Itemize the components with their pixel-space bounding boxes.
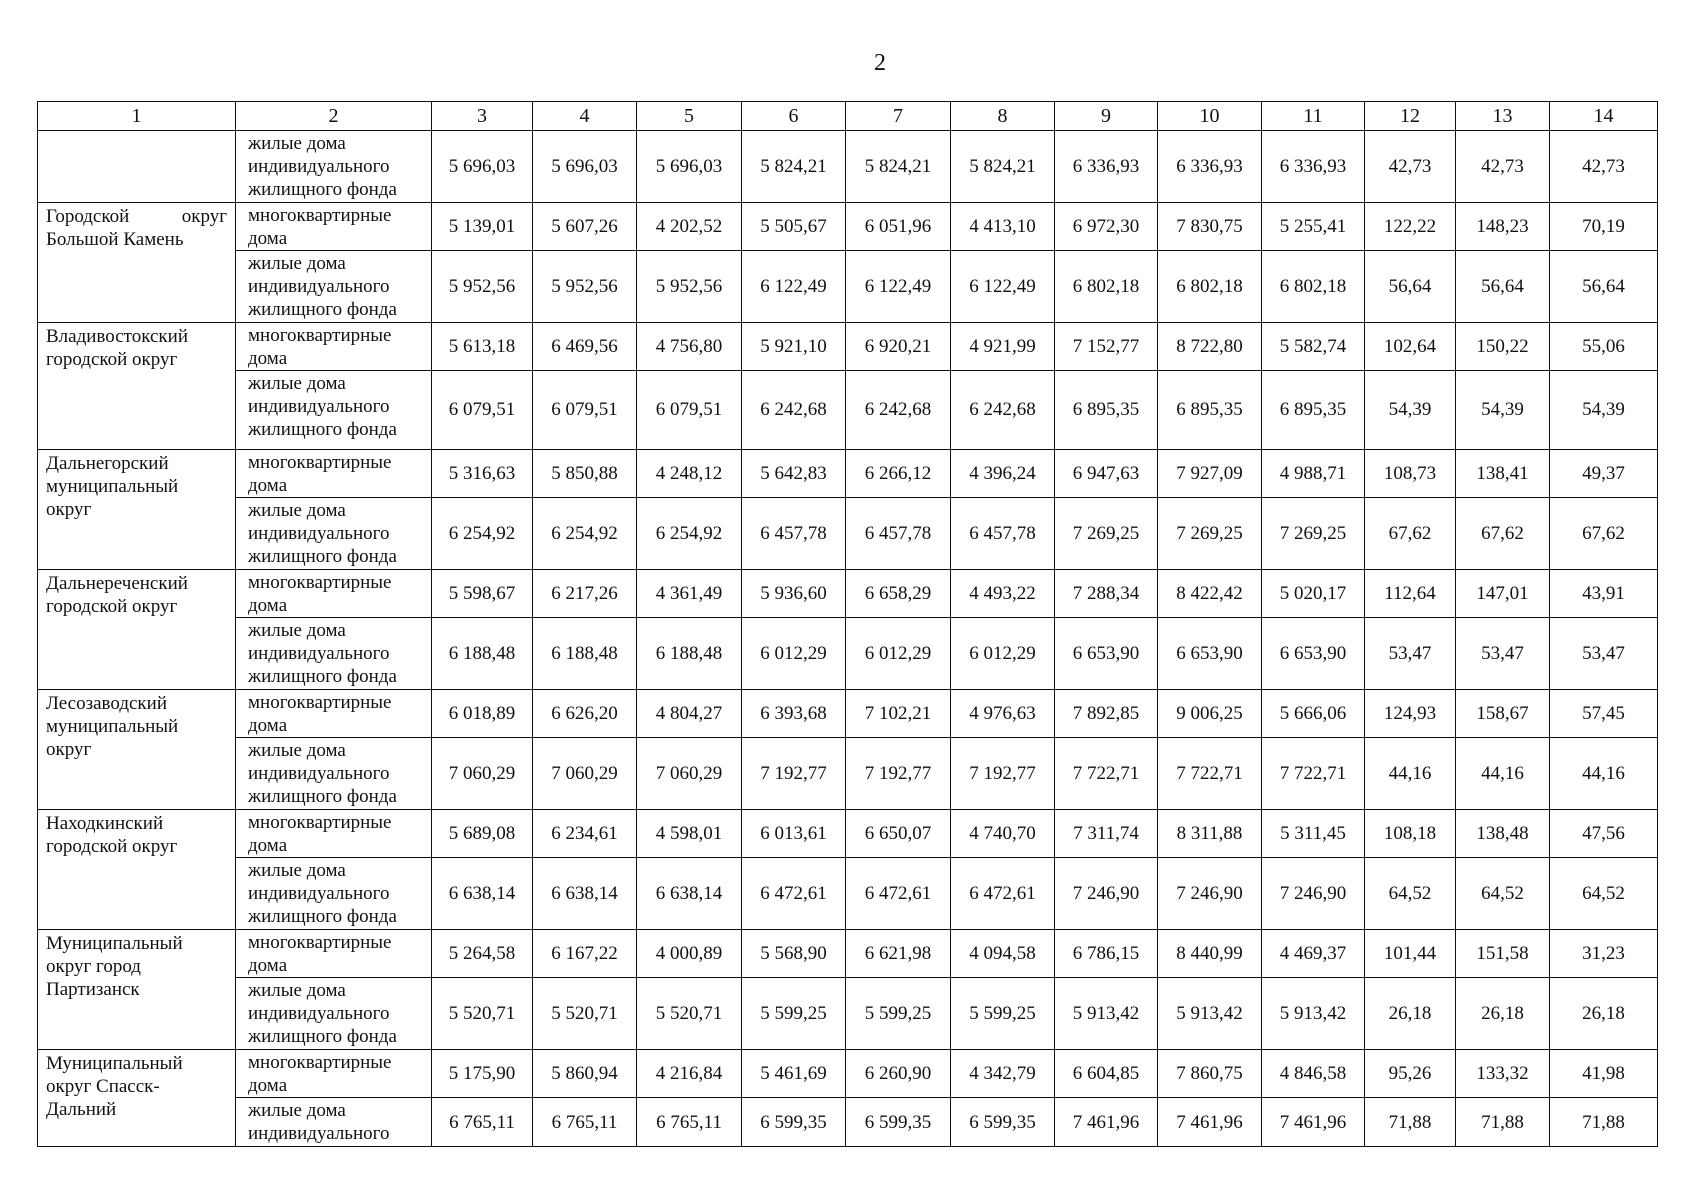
- value-cell-col7: 6 266,12: [846, 449, 951, 497]
- value-cell-col13: 71,88: [1456, 1098, 1550, 1147]
- value-cell-col8: 6 457,78: [951, 498, 1055, 570]
- value-cell-col12: 54,39: [1365, 371, 1456, 450]
- housing-type-cell: жилые дома индивидуального жилищного фонда: [236, 738, 432, 810]
- value-cell-col10: 7 461,96: [1158, 1098, 1262, 1147]
- value-cell-col10: 7 860,75: [1158, 1050, 1262, 1098]
- value-cell-col5: 6 638,14: [637, 858, 742, 930]
- value-cell-col5: 5 520,71: [637, 978, 742, 1050]
- value-cell-col12: 44,16: [1365, 738, 1456, 810]
- value-cell-col13: 138,41: [1456, 449, 1550, 497]
- value-cell-col10: 7 927,09: [1158, 449, 1262, 497]
- value-cell-col11: 6 336,93: [1262, 131, 1365, 203]
- value-cell-col6: 5 505,67: [742, 202, 846, 250]
- column-header-3: 3: [432, 102, 533, 131]
- value-cell-col6: 5 936,60: [742, 569, 846, 617]
- value-cell-col14: 26,18: [1550, 978, 1658, 1050]
- column-header-8: 8: [951, 102, 1055, 131]
- housing-type-cell: многоквартирные дома: [236, 689, 432, 737]
- value-cell-col14: 56,64: [1550, 251, 1658, 323]
- value-cell-col8: 4 094,58: [951, 929, 1055, 977]
- value-cell-col7: 6 472,61: [846, 858, 951, 930]
- value-cell-col8: 4 493,22: [951, 569, 1055, 617]
- value-cell-col5: 6 188,48: [637, 618, 742, 690]
- value-cell-col14: 67,62: [1550, 498, 1658, 570]
- value-cell-col7: 6 051,96: [846, 202, 951, 250]
- column-header-13: 13: [1456, 102, 1550, 131]
- value-cell-col6: 6 012,29: [742, 618, 846, 690]
- value-cell-col5: 4 804,27: [637, 689, 742, 737]
- table-row: [38, 569, 1658, 617]
- value-cell-col8: 6 122,49: [951, 251, 1055, 323]
- value-cell-col6: 6 122,49: [742, 251, 846, 323]
- value-cell-col11: 5 255,41: [1262, 202, 1365, 250]
- value-cell-col6: 6 472,61: [742, 858, 846, 930]
- value-cell-col8: 6 242,68: [951, 371, 1055, 450]
- value-cell-col12: 101,44: [1365, 929, 1456, 977]
- housing-type-cell: жилые дома индивидуального жилищного фонда: [236, 498, 432, 570]
- value-cell-col10: 8 722,80: [1158, 322, 1262, 370]
- value-cell-col5: 4 216,84: [637, 1050, 742, 1098]
- column-header-4: 4: [533, 102, 637, 131]
- value-cell-col11: 6 895,35: [1262, 371, 1365, 450]
- value-cell-col11: 6 802,18: [1262, 251, 1365, 323]
- housing-type-cell: многоквартирные дома: [236, 929, 432, 977]
- value-cell-col5: 4 000,89: [637, 929, 742, 977]
- tariff-table: [37, 101, 1658, 1147]
- value-cell-col13: 138,48: [1456, 809, 1550, 857]
- value-cell-col13: 151,58: [1456, 929, 1550, 977]
- value-cell-col3: 6 018,89: [432, 689, 533, 737]
- table-header: [38, 102, 1658, 131]
- value-cell-col9: 6 604,85: [1055, 1050, 1158, 1098]
- value-cell-col9: 7 269,25: [1055, 498, 1158, 570]
- region-cell: [38, 131, 236, 203]
- table-row: [38, 809, 1658, 857]
- value-cell-col9: 7 461,96: [1055, 1098, 1158, 1147]
- value-cell-col8: 4 396,24: [951, 449, 1055, 497]
- value-cell-col13: 150,22: [1456, 322, 1550, 370]
- value-cell-col10: 6 336,93: [1158, 131, 1262, 203]
- value-cell-col6: 5 461,69: [742, 1050, 846, 1098]
- value-cell-col5: 4 248,12: [637, 449, 742, 497]
- value-cell-col10: 6 895,35: [1158, 371, 1262, 450]
- table-row: [38, 449, 1658, 497]
- value-cell-col8: 6 599,35: [951, 1098, 1055, 1147]
- housing-type-cell: многоквартирные дома: [236, 809, 432, 857]
- value-cell-col12: 112,64: [1365, 569, 1456, 617]
- region-cell: Дальнереченский городской округ: [38, 569, 236, 689]
- table-row: [38, 131, 1658, 203]
- value-cell-col3: 5 264,58: [432, 929, 533, 977]
- region-cell: Лесозаводский муниципальный округ: [38, 689, 236, 809]
- value-cell-col13: 133,32: [1456, 1050, 1550, 1098]
- housing-type-cell: жилые дома индивидуального жилищного фонда: [236, 618, 432, 690]
- value-cell-col11: 7 246,90: [1262, 858, 1365, 930]
- value-cell-col14: 41,98: [1550, 1050, 1658, 1098]
- housing-type-cell: жилые дома индивидуального жилищного фонда: [236, 131, 432, 203]
- value-cell-col8: 6 012,29: [951, 618, 1055, 690]
- region-cell: Владивостокский городской округ: [38, 322, 236, 449]
- value-cell-col14: 57,45: [1550, 689, 1658, 737]
- value-cell-col4: 5 520,71: [533, 978, 637, 1050]
- value-cell-col9: 7 152,77: [1055, 322, 1158, 370]
- value-cell-col11: 7 722,71: [1262, 738, 1365, 810]
- value-cell-col3: 6 638,14: [432, 858, 533, 930]
- value-cell-col14: 55,06: [1550, 322, 1658, 370]
- value-cell-col14: 42,73: [1550, 131, 1658, 203]
- value-cell-col14: 71,88: [1550, 1098, 1658, 1147]
- value-cell-col10: 7 246,90: [1158, 858, 1262, 930]
- value-cell-col7: 6 658,29: [846, 569, 951, 617]
- value-cell-col11: 5 020,17: [1262, 569, 1365, 617]
- value-cell-col3: 5 139,01: [432, 202, 533, 250]
- value-cell-col9: 6 802,18: [1055, 251, 1158, 323]
- value-cell-col11: 4 469,37: [1262, 929, 1365, 977]
- table-row: [38, 689, 1658, 737]
- housing-type-cell: жилые дома индивидуального: [236, 1098, 432, 1147]
- value-cell-col12: 102,64: [1365, 322, 1456, 370]
- value-cell-col5: 6 254,92: [637, 498, 742, 570]
- value-cell-col5: 5 952,56: [637, 251, 742, 323]
- value-cell-col4: 6 626,20: [533, 689, 637, 737]
- value-cell-col8: 4 921,99: [951, 322, 1055, 370]
- value-cell-col5: 4 202,52: [637, 202, 742, 250]
- value-cell-col11: 5 913,42: [1262, 978, 1365, 1050]
- region-cell: Муниципальный округ город Партизанск: [38, 929, 236, 1049]
- value-cell-col6: 5 568,90: [742, 929, 846, 977]
- value-cell-col11: 5 311,45: [1262, 809, 1365, 857]
- housing-type-cell: многоквартирные дома: [236, 449, 432, 497]
- value-cell-col10: 7 269,25: [1158, 498, 1262, 570]
- value-cell-col3: 6 765,11: [432, 1098, 533, 1147]
- table-row: [38, 858, 1658, 930]
- value-cell-col3: 5 316,63: [432, 449, 533, 497]
- value-cell-col7: 6 242,68: [846, 371, 951, 450]
- table-row: [38, 1050, 1658, 1098]
- housing-type-cell: многоквартирные дома: [236, 1050, 432, 1098]
- value-cell-col10: 9 006,25: [1158, 689, 1262, 737]
- housing-type-cell: жилые дома индивидуального жилищного фонда: [236, 978, 432, 1050]
- value-cell-col4: 6 638,14: [533, 858, 637, 930]
- housing-type-cell: многоквартирные дома: [236, 569, 432, 617]
- value-cell-col14: 44,16: [1550, 738, 1658, 810]
- table-row: [38, 618, 1658, 690]
- table-row: [38, 929, 1658, 977]
- value-cell-col13: 67,62: [1456, 498, 1550, 570]
- column-header-12: 12: [1365, 102, 1456, 131]
- housing-type-cell: жилые дома индивидуального жилищного фонда: [236, 251, 432, 323]
- value-cell-col13: 54,39: [1456, 371, 1550, 450]
- value-cell-col8: 6 472,61: [951, 858, 1055, 930]
- value-cell-col6: 7 192,77: [742, 738, 846, 810]
- value-cell-col10: 8 311,88: [1158, 809, 1262, 857]
- region-cell: Городской округ Большой Камень: [38, 202, 236, 322]
- value-cell-col4: 5 850,88: [533, 449, 637, 497]
- value-cell-col11: 5 666,06: [1262, 689, 1365, 737]
- value-cell-col13: 56,64: [1456, 251, 1550, 323]
- value-cell-col5: 4 361,49: [637, 569, 742, 617]
- value-cell-col12: 71,88: [1365, 1098, 1456, 1147]
- value-cell-col4: 6 469,56: [533, 322, 637, 370]
- value-cell-col13: 53,47: [1456, 618, 1550, 690]
- value-cell-col14: 43,91: [1550, 569, 1658, 617]
- value-cell-col4: 5 696,03: [533, 131, 637, 203]
- value-cell-col4: 6 079,51: [533, 371, 637, 450]
- value-cell-col4: 6 234,61: [533, 809, 637, 857]
- value-cell-col5: 6 765,11: [637, 1098, 742, 1147]
- region-cell: Муниципальный округ Спасск-Дальний: [38, 1050, 236, 1147]
- value-cell-col9: 6 336,93: [1055, 131, 1158, 203]
- value-cell-col6: 6 242,68: [742, 371, 846, 450]
- table-row: [38, 251, 1658, 323]
- value-cell-col11: 7 461,96: [1262, 1098, 1365, 1147]
- region-cell: Находкинский городской округ: [38, 809, 236, 929]
- value-cell-col10: 6 653,90: [1158, 618, 1262, 690]
- value-cell-col12: 64,52: [1365, 858, 1456, 930]
- value-cell-col8: 4 342,79: [951, 1050, 1055, 1098]
- value-cell-col9: 5 913,42: [1055, 978, 1158, 1050]
- value-cell-col3: 6 254,92: [432, 498, 533, 570]
- value-cell-col8: 4 740,70: [951, 809, 1055, 857]
- table-row: [38, 738, 1658, 810]
- value-cell-col9: 7 288,34: [1055, 569, 1158, 617]
- value-cell-col6: 5 642,83: [742, 449, 846, 497]
- value-cell-col7: 6 650,07: [846, 809, 951, 857]
- value-cell-col3: 5 952,56: [432, 251, 533, 323]
- value-cell-col8: 4 413,10: [951, 202, 1055, 250]
- value-cell-col7: 6 621,98: [846, 929, 951, 977]
- value-cell-col9: 6 972,30: [1055, 202, 1158, 250]
- value-cell-col13: 26,18: [1456, 978, 1550, 1050]
- value-cell-col11: 5 582,74: [1262, 322, 1365, 370]
- housing-type-cell: многоквартирные дома: [236, 202, 432, 250]
- column-header-1: 1: [38, 102, 236, 131]
- value-cell-col9: 6 653,90: [1055, 618, 1158, 690]
- value-cell-col3: 5 696,03: [432, 131, 533, 203]
- value-cell-col5: 4 756,80: [637, 322, 742, 370]
- value-cell-col12: 122,22: [1365, 202, 1456, 250]
- value-cell-col5: 6 079,51: [637, 371, 742, 450]
- value-cell-col13: 42,73: [1456, 131, 1550, 203]
- value-cell-col4: 7 060,29: [533, 738, 637, 810]
- value-cell-col7: 6 122,49: [846, 251, 951, 323]
- value-cell-col10: 6 802,18: [1158, 251, 1262, 323]
- value-cell-col12: 26,18: [1365, 978, 1456, 1050]
- value-cell-col4: 6 188,48: [533, 618, 637, 690]
- column-header-7: 7: [846, 102, 951, 131]
- value-cell-col9: 7 722,71: [1055, 738, 1158, 810]
- value-cell-col14: 70,19: [1550, 202, 1658, 250]
- value-cell-col3: 5 175,90: [432, 1050, 533, 1098]
- value-cell-col8: 4 976,63: [951, 689, 1055, 737]
- value-cell-col11: 7 269,25: [1262, 498, 1365, 570]
- value-cell-col7: 5 599,25: [846, 978, 951, 1050]
- column-header-9: 9: [1055, 102, 1158, 131]
- value-cell-col3: 6 188,48: [432, 618, 533, 690]
- value-cell-col14: 53,47: [1550, 618, 1658, 690]
- housing-type-cell: жилые дома индивидуального жилищного фонда: [236, 371, 432, 450]
- value-cell-col3: 5 598,67: [432, 569, 533, 617]
- column-header-2: 2: [236, 102, 432, 131]
- value-cell-col7: 6 599,35: [846, 1098, 951, 1147]
- value-cell-col7: 6 260,90: [846, 1050, 951, 1098]
- value-cell-col13: 64,52: [1456, 858, 1550, 930]
- value-cell-col12: 108,18: [1365, 809, 1456, 857]
- header-row: [38, 102, 1658, 131]
- value-cell-col4: 6 167,22: [533, 929, 637, 977]
- value-cell-col10: 7 830,75: [1158, 202, 1262, 250]
- value-cell-col7: 7 102,21: [846, 689, 951, 737]
- value-cell-col6: 5 921,10: [742, 322, 846, 370]
- value-cell-col10: 8 422,42: [1158, 569, 1262, 617]
- value-cell-col11: 6 653,90: [1262, 618, 1365, 690]
- value-cell-col7: 6 012,29: [846, 618, 951, 690]
- value-cell-col7: 6 920,21: [846, 322, 951, 370]
- value-cell-col3: 5 689,08: [432, 809, 533, 857]
- value-cell-col6: 6 393,68: [742, 689, 846, 737]
- value-cell-col7: 6 457,78: [846, 498, 951, 570]
- value-cell-col7: 5 824,21: [846, 131, 951, 203]
- value-cell-col12: 56,64: [1365, 251, 1456, 323]
- value-cell-col5: 5 696,03: [637, 131, 742, 203]
- value-cell-col8: 5 599,25: [951, 978, 1055, 1050]
- value-cell-col6: 5 599,25: [742, 978, 846, 1050]
- value-cell-col8: 7 192,77: [951, 738, 1055, 810]
- value-cell-col7: 7 192,77: [846, 738, 951, 810]
- value-cell-col12: 108,73: [1365, 449, 1456, 497]
- value-cell-col14: 64,52: [1550, 858, 1658, 930]
- value-cell-col12: 67,62: [1365, 498, 1456, 570]
- value-cell-col4: 6 254,92: [533, 498, 637, 570]
- value-cell-col13: 148,23: [1456, 202, 1550, 250]
- value-cell-col10: 7 722,71: [1158, 738, 1262, 810]
- value-cell-col14: 54,39: [1550, 371, 1658, 450]
- value-cell-col13: 147,01: [1456, 569, 1550, 617]
- value-cell-col14: 47,56: [1550, 809, 1658, 857]
- value-cell-col3: 5 613,18: [432, 322, 533, 370]
- region-cell: Дальнегорский муниципальный округ: [38, 449, 236, 569]
- value-cell-col13: 158,67: [1456, 689, 1550, 737]
- value-cell-col9: 7 892,85: [1055, 689, 1158, 737]
- value-cell-col12: 95,26: [1365, 1050, 1456, 1098]
- value-cell-col6: 6 013,61: [742, 809, 846, 857]
- value-cell-col4: 5 952,56: [533, 251, 637, 323]
- table-row: [38, 202, 1658, 250]
- value-cell-col14: 31,23: [1550, 929, 1658, 977]
- column-header-5: 5: [637, 102, 742, 131]
- value-cell-col6: 5 824,21: [742, 131, 846, 203]
- value-cell-col8: 5 824,21: [951, 131, 1055, 203]
- value-cell-col6: 6 457,78: [742, 498, 846, 570]
- value-cell-col4: 5 607,26: [533, 202, 637, 250]
- table-row: [38, 498, 1658, 570]
- value-cell-col11: 4 988,71: [1262, 449, 1365, 497]
- value-cell-col9: 7 311,74: [1055, 809, 1158, 857]
- value-cell-col10: 8 440,99: [1158, 929, 1262, 977]
- table-body: [38, 131, 1658, 1147]
- value-cell-col4: 6 217,26: [533, 569, 637, 617]
- value-cell-col3: 6 079,51: [432, 371, 533, 450]
- value-cell-col5: 7 060,29: [637, 738, 742, 810]
- value-cell-col4: 6 765,11: [533, 1098, 637, 1147]
- housing-type-cell: жилые дома индивидуального жилищного фонда: [236, 858, 432, 930]
- value-cell-col5: 4 598,01: [637, 809, 742, 857]
- column-header-11: 11: [1262, 102, 1365, 131]
- column-header-10: 10: [1158, 102, 1262, 131]
- page-number: 2: [874, 50, 886, 76]
- value-cell-col6: 6 599,35: [742, 1098, 846, 1147]
- table-row: [38, 1098, 1658, 1147]
- value-cell-col9: 6 895,35: [1055, 371, 1158, 450]
- table-row: [38, 322, 1658, 370]
- table-row: [38, 371, 1658, 450]
- value-cell-col11: 4 846,58: [1262, 1050, 1365, 1098]
- value-cell-col12: 42,73: [1365, 131, 1456, 203]
- column-header-14: 14: [1550, 102, 1658, 131]
- value-cell-col9: 6 947,63: [1055, 449, 1158, 497]
- value-cell-col9: 6 786,15: [1055, 929, 1158, 977]
- housing-type-cell: многоквартирные дома: [236, 322, 432, 370]
- value-cell-col3: 7 060,29: [432, 738, 533, 810]
- value-cell-col10: 5 913,42: [1158, 978, 1262, 1050]
- value-cell-col14: 49,37: [1550, 449, 1658, 497]
- value-cell-col4: 5 860,94: [533, 1050, 637, 1098]
- value-cell-col13: 44,16: [1456, 738, 1550, 810]
- value-cell-col12: 124,93: [1365, 689, 1456, 737]
- value-cell-col3: 5 520,71: [432, 978, 533, 1050]
- value-cell-col9: 7 246,90: [1055, 858, 1158, 930]
- table-row: [38, 978, 1658, 1050]
- value-cell-col12: 53,47: [1365, 618, 1456, 690]
- column-header-6: 6: [742, 102, 846, 131]
